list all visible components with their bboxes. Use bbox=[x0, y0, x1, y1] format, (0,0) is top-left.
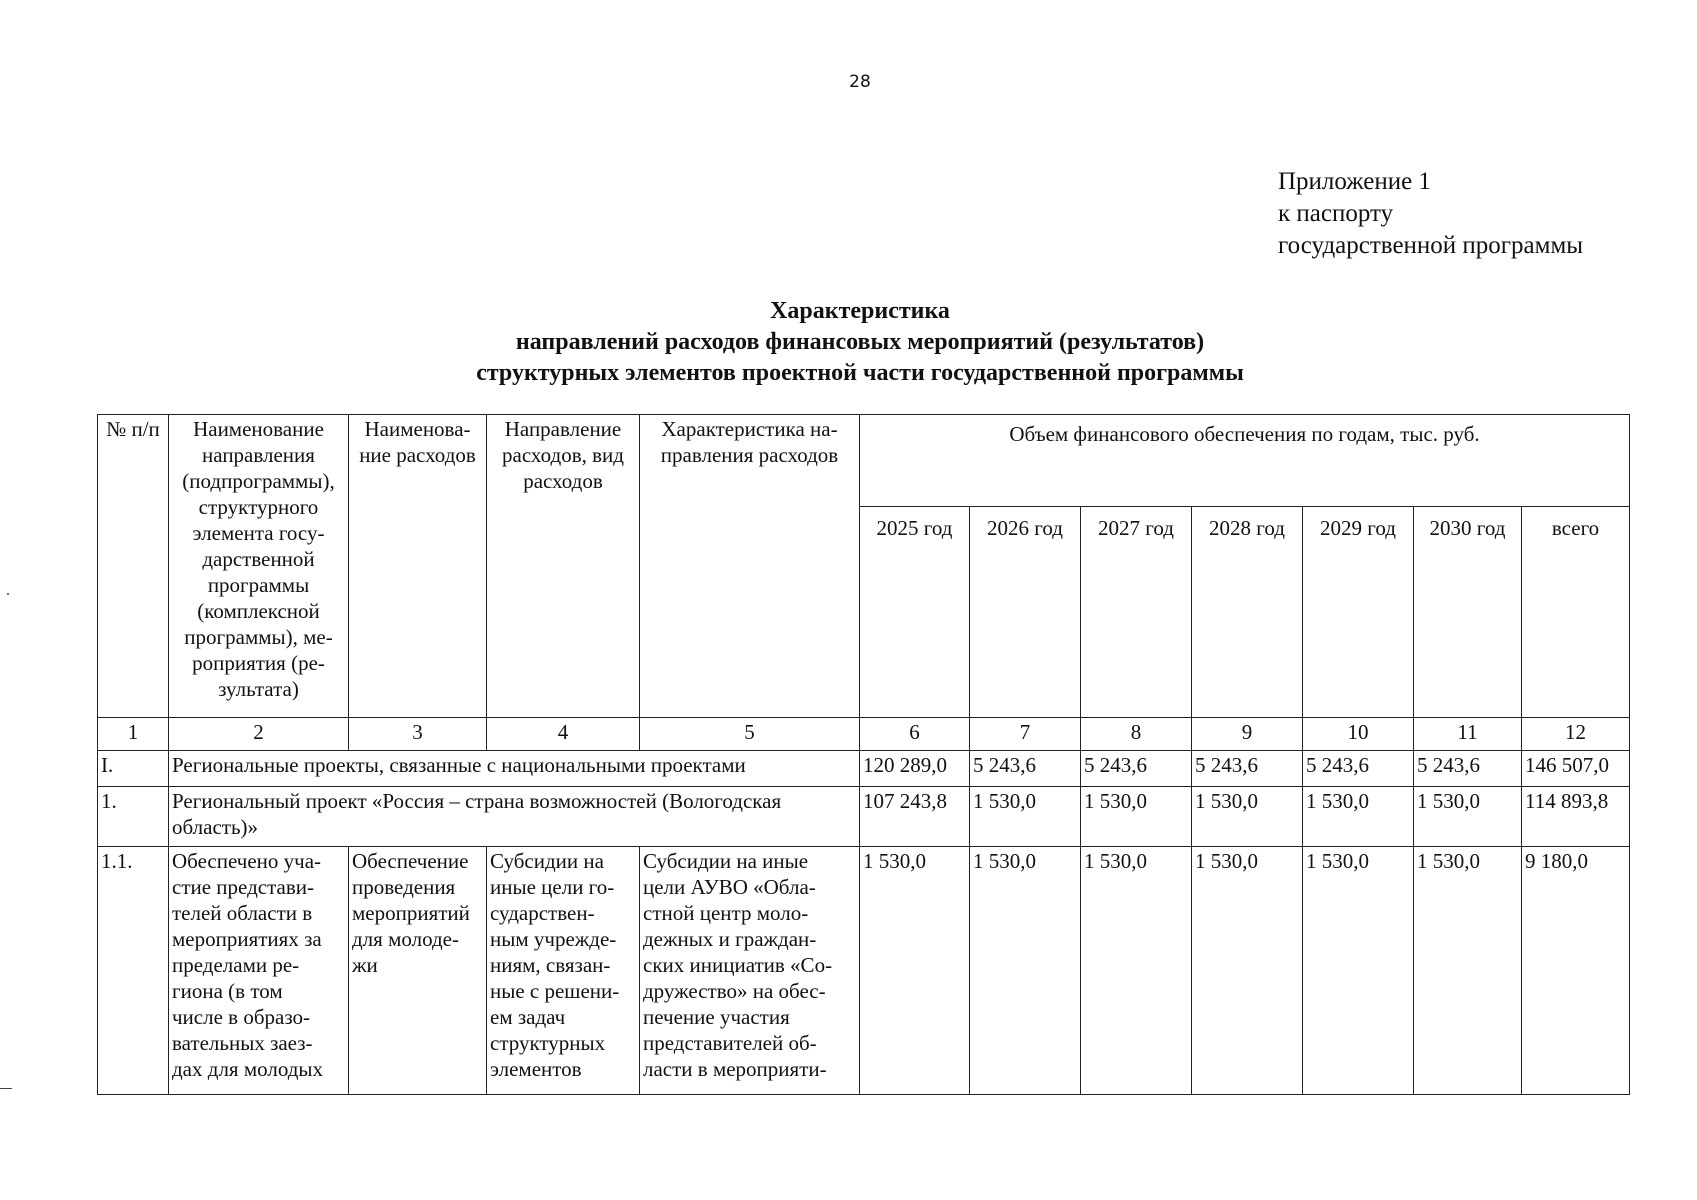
margin-mark bbox=[0, 1088, 12, 1089]
row-characteristic: Субсидии на иные цели АУВО «Обла- стной центр моло- дежных и граждан- ских инициатив «Со- дружество» на обес- печение участия представителей об- ласти в мероприяти- bbox=[640, 847, 860, 1095]
appendix-line-1: Приложение 1 bbox=[1278, 168, 1431, 195]
value-total: 146 507,0 bbox=[1522, 751, 1630, 787]
header-year-2028: 2028 год bbox=[1192, 507, 1303, 718]
column-number: 7 bbox=[970, 718, 1081, 751]
header-row-1 bbox=[98, 415, 1630, 507]
header-expense-name: Наименова- ние расходов bbox=[349, 415, 487, 718]
row-num: 1. bbox=[98, 787, 169, 847]
column-number: 6 bbox=[860, 718, 970, 751]
value-total: 9 180,0 bbox=[1522, 847, 1630, 1095]
column-number: 11 bbox=[1414, 718, 1522, 751]
value-2030: 1 530,0 bbox=[1414, 787, 1522, 847]
table-row bbox=[98, 847, 1630, 1095]
header-year-2025: 2025 год bbox=[860, 507, 970, 718]
column-number: 9 bbox=[1192, 718, 1303, 751]
column-number: 4 bbox=[487, 718, 640, 751]
expenses-table bbox=[97, 414, 1630, 1095]
row-num: I. bbox=[98, 751, 169, 787]
appendix-line-2: к паспорту bbox=[1278, 200, 1394, 227]
title-line-3: структурных элементов проектной части государственной программы bbox=[476, 360, 1244, 386]
value-2029: 5 243,6 bbox=[1303, 751, 1414, 787]
appendix-note bbox=[1278, 166, 1583, 262]
value-2027: 1 530,0 bbox=[1081, 787, 1192, 847]
column-number: 1 bbox=[98, 718, 169, 751]
header-funding: Объем финансового обеспечения по годам, тыс. руб. bbox=[860, 415, 1630, 507]
value-2025: 1 530,0 bbox=[860, 847, 970, 1095]
header-total: всего bbox=[1522, 507, 1630, 718]
value-2025: 120 289,0 bbox=[860, 751, 970, 787]
value-2030: 5 243,6 bbox=[1414, 751, 1522, 787]
value-2030: 1 530,0 bbox=[1414, 847, 1522, 1095]
header-year-2029: 2029 год bbox=[1303, 507, 1414, 718]
row-direction: Субсидии на иные цели го- сударствен- ным учрежде- ниям, связан- ные с решени- ем задач структурных элементов bbox=[487, 847, 640, 1095]
value-2027: 5 243,6 bbox=[1081, 751, 1192, 787]
value-2026: 1 530,0 bbox=[970, 847, 1081, 1095]
header-direction: Направление расходов, вид расходов bbox=[487, 415, 640, 718]
value-2028: 1 530,0 bbox=[1192, 787, 1303, 847]
scan-dot bbox=[7, 593, 9, 595]
value-total: 114 893,8 bbox=[1522, 787, 1630, 847]
appendix-line-3: государственной программы bbox=[1278, 232, 1584, 259]
value-2029: 1 530,0 bbox=[1303, 847, 1414, 1095]
value-2027: 1 530,0 bbox=[1081, 847, 1192, 1095]
page-number: 28 bbox=[849, 72, 871, 92]
title-line-1: Характеристика bbox=[770, 298, 950, 324]
table-row bbox=[98, 751, 1630, 787]
column-number: 8 bbox=[1081, 718, 1192, 751]
row-name: Обеспечено уча- стие представи- телей области в мероприятиях за пределами ре- гиона (в том числе в образо- вательных заез- дах для молодых bbox=[169, 847, 349, 1095]
column-number: 12 bbox=[1522, 718, 1630, 751]
header-year-2026: 2026 год bbox=[970, 507, 1081, 718]
column-number: 2 bbox=[169, 718, 349, 751]
header-num: № п/п bbox=[98, 415, 169, 718]
column-number-row bbox=[98, 718, 1630, 751]
header-characteristic: Характеристика на- правления расходов bbox=[640, 415, 860, 718]
header-name: Наименование направления (подпрограммы), структурного элемента госу- дарственной программы (комплексной программы), ме- роприятия (ре- зультата) bbox=[169, 415, 349, 718]
column-number: 3 bbox=[349, 718, 487, 751]
header-year-2030: 2030 год bbox=[1414, 507, 1522, 718]
column-number: 5 bbox=[640, 718, 860, 751]
value-2028: 5 243,6 bbox=[1192, 751, 1303, 787]
row-num: 1.1. bbox=[98, 847, 169, 1095]
value-2026: 1 530,0 bbox=[970, 787, 1081, 847]
row-expense-name: Обеспечение проведения мероприятий для молоде- жи bbox=[349, 847, 487, 1095]
table-row bbox=[98, 787, 1630, 847]
value-2026: 5 243,6 bbox=[970, 751, 1081, 787]
row-title: Региональные проекты, связанные с национальными проектами bbox=[169, 751, 860, 787]
value-2028: 1 530,0 bbox=[1192, 847, 1303, 1095]
title-line-2: направлений расходов финансовых мероприятий (результатов) bbox=[515, 329, 1205, 355]
row-title: Региональный проект «Россия – страна возможностей (Вологодская область)» bbox=[169, 787, 860, 847]
value-2025: 107 243,8 bbox=[860, 787, 970, 847]
header-year-2027: 2027 год bbox=[1081, 507, 1192, 718]
column-number: 10 bbox=[1303, 718, 1414, 751]
document-title bbox=[0, 296, 1697, 389]
value-2029: 1 530,0 bbox=[1303, 787, 1414, 847]
